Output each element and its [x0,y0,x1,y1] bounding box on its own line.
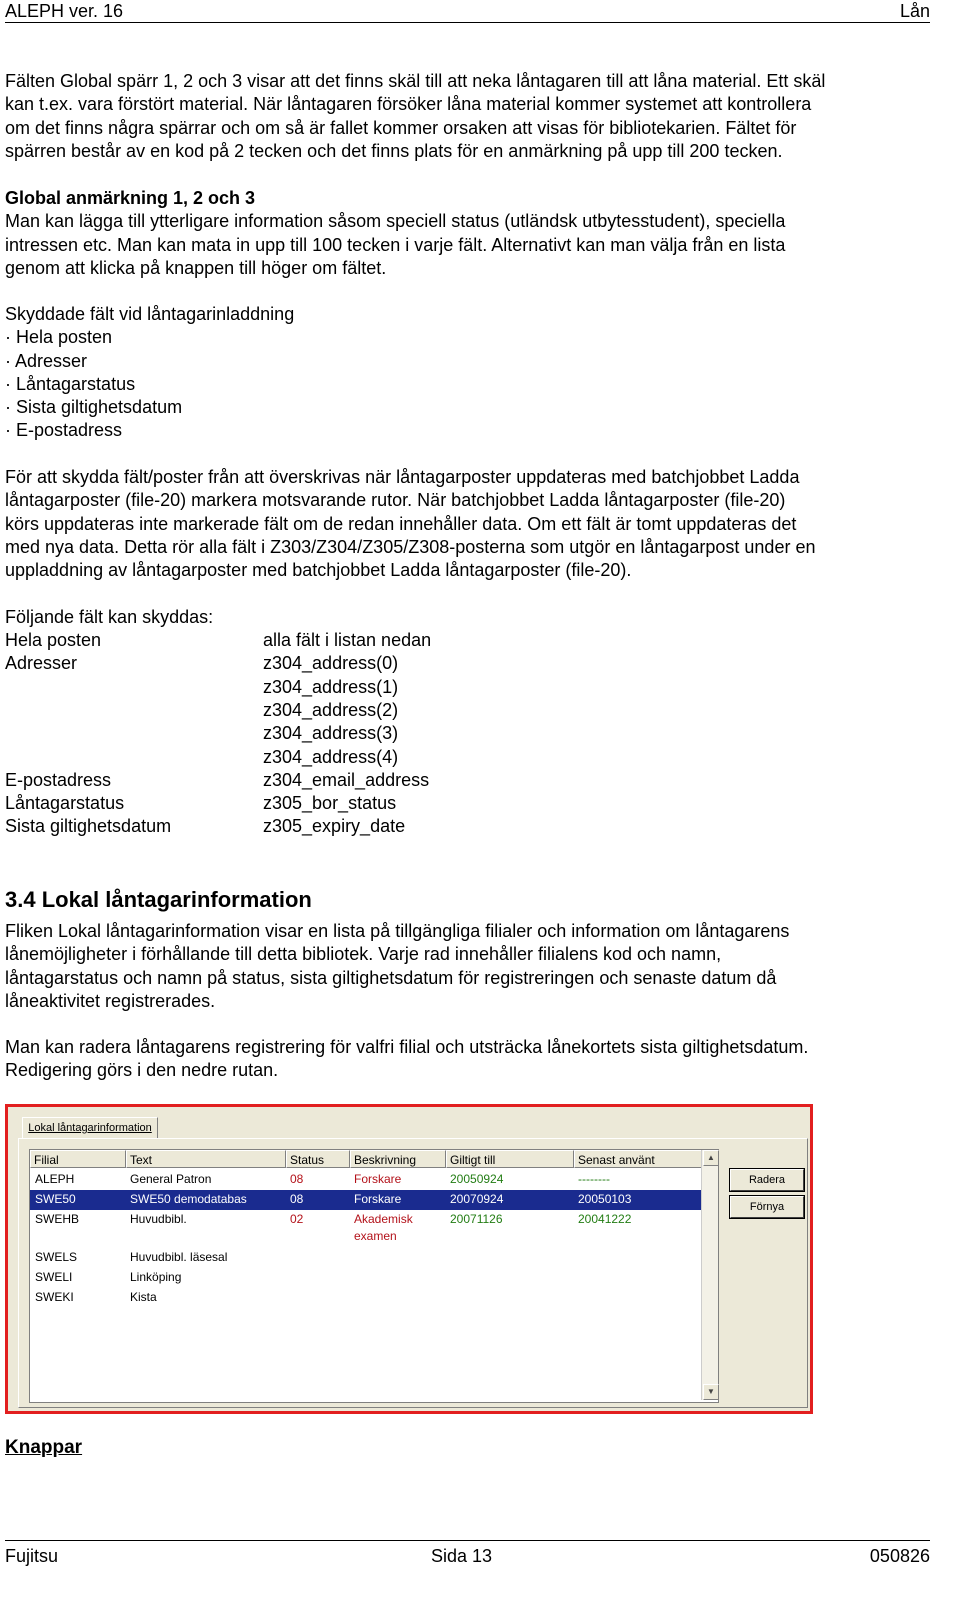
list-item: · E-postadress [5,420,123,441]
page-footer [5,1540,930,1571]
table-row [5,676,605,700]
cell-status: 08 [290,1172,304,1186]
cell-valid-until: 20050924 [450,1172,504,1186]
table-cell: alla fält i listan nedan [263,630,432,650]
table-row[interactable] [30,1248,702,1268]
text-line: Redigering görs i den nedre rutan. [5,1060,279,1081]
table-row [5,769,605,793]
column-header-text[interactable]: Text [126,1150,286,1168]
cell-description: Forskare [354,1192,402,1206]
table-cell: Adresser [5,653,78,674]
cell-filial: SWELI [35,1270,73,1284]
section-heading: 3.4 Lokal låntagarinformation [5,887,312,912]
screenshot-frame [5,1104,813,1414]
text-line: Man kan lägga till ytterligare information såsom speciell status (utländsk utbytesstudent), speciella [5,211,786,232]
text-line: spärren består av en kod på 2 tecken och det finns plats för en anmärkning på upp till 200 tecken. [5,140,783,161]
text-line: För att skydda fält/poster från att överskrivas när låntagarposter uppdateras med batchjobbet Ladda [5,467,800,487]
table-row [5,629,605,653]
cell-filial: SWEKI [35,1290,74,1304]
table-row-selected[interactable] [30,1190,702,1210]
text-line: körs uppdateras inte markerade fält om de redan innehåller data. Om ett fält är tomt uppdateras det [5,513,797,534]
cell-last-used: -------- [578,1172,610,1186]
list-item: · Sista giltighetsdatum [5,397,183,418]
table-cell: Låntagarstatus [5,793,125,814]
text-line: Fälten Global spärr 1, 2 och 3 visar att det finns skäl till att neka låntagaren till att låna material. Ett skäl [5,71,826,91]
list-item: · Hela posten [5,327,113,348]
table-cell: z305_bor_status [263,793,397,814]
column-header-filial[interactable]: Filial [30,1150,126,1168]
scroll-down-arrow-icon[interactable]: ▼ [703,1384,719,1400]
cell-filial: SWEHB [35,1212,80,1226]
cell-filial: SWE50 [35,1192,76,1206]
dialog-window [8,1107,810,1411]
cell-status: 02 [290,1212,304,1226]
cell-last-used: 20050103 [578,1192,632,1206]
cell-valid-until: 20071126 [450,1212,503,1226]
text-line: lånemöjligheter i förhållande till detta bibliotek. Varje rad innehåller filialens kod och namn, [5,944,722,965]
table-row[interactable] [30,1288,702,1308]
cell-text: General Patron [130,1172,212,1186]
header-left: ALEPH ver. 16 [5,1,124,21]
cell-text: Huvudbibl. läsesal [130,1250,228,1264]
text-line: låntagarposter (file-20) markera motsvarande rutor. När batchjobbet Ladda låntagarposter (file-20) [5,490,786,511]
text-line: intressen etc. Man kan mata in upp till 100 tecken i varje fält. Alternativt kan man välja från en lista [5,234,786,255]
column-header-valid-until[interactable]: Giltigt till [446,1150,574,1168]
table-row [5,815,605,839]
cell-text: Linköping [130,1270,182,1284]
text-line: Man kan radera låntagarens registrering för valfri filial och utsträcka lånekortets sista giltighetsdatum. [5,1037,809,1057]
table-row [5,746,605,770]
footer-left: Fujitsu [5,1546,59,1566]
text-line: låntagarstatus och namn på status, sista giltighetsdatum för registreringen och senaste datum då [5,967,777,988]
table-row[interactable] [30,1170,702,1190]
table-cell: z304_address(2) [263,699,399,720]
column-header-description[interactable]: Beskrivning [350,1150,446,1168]
table-row [5,699,605,723]
table-row[interactable] [30,1268,702,1288]
global-note-heading: Global anmärkning 1, 2 och 3 [5,188,256,208]
renew-button[interactable]: Förnya [730,1196,804,1218]
text-line: genom att klicka på knappen till höger om fältet. [5,257,387,278]
paragraph-global-note [5,187,930,280]
cell-description: Forskare [354,1172,402,1186]
table-cell: E-postadress [5,769,112,790]
table-cell: z304_address(1) [263,676,399,697]
table-row [5,722,605,746]
table-cell: z304_email_address [263,769,430,790]
table-cell: Sista giltighetsdatum [5,816,172,837]
text-line: låneaktivitet registrerades. [5,990,216,1011]
fields-intro: Följande fält kan skyddas: [5,607,214,627]
cell-filial: SWELS [35,1250,78,1264]
branch-grid [29,1149,719,1403]
table-row [5,792,605,816]
text-line: om det finns några spärrar och om så är fallet kommer orsaken att visas för bibliotekarien. Fältet för [5,117,797,138]
list-item: · Adresser [5,350,88,371]
cell-filial: ALEPH [35,1172,75,1186]
text-line: kan t.ex. vara förstört material. När låntagaren försöker låna material kommer systemet att kontrollera [5,94,812,115]
column-header-status[interactable]: Status [286,1150,350,1168]
cell-description: Akademisk [354,1212,413,1226]
tab-local-borrower-info[interactable]: Lokal låntagarinformation [22,1117,158,1138]
cell-last-used: 20041222 [578,1212,632,1226]
table-cell: Hela posten [5,630,102,650]
paragraph-protect [5,466,930,582]
grid-header [30,1150,702,1170]
page-header [5,0,930,23]
footer-page-number: Sida 13 [431,1546,493,1566]
cell-description-line2: examen [354,1229,397,1243]
table-cell: z304_address(0) [263,653,399,674]
column-header-last-used[interactable]: Senast använt [574,1150,702,1168]
table-cell: z304_address(4) [263,746,399,767]
text-line: Fliken Lokal låntagarinformation visar en lista på tillgängliga filialer och information om låntagarens [5,921,790,941]
protected-fields-list [5,303,930,443]
footer-right: 050826 [869,1546,930,1566]
paragraph-global-block [5,70,930,163]
delete-button[interactable]: Radera [730,1169,804,1191]
cell-text: Huvudbibl. [130,1212,187,1226]
table-cell: z304_address(3) [263,723,399,744]
list-item: Skyddade fält vid låntagarinladdning [5,304,295,324]
table-row[interactable] [30,1210,702,1248]
text-line: uppladdning av låntagarposter med batchjobbet Ladda låntagarposter (file-20). [5,560,632,581]
tab-panel [18,1138,808,1408]
list-item: · Låntagarstatus [5,373,136,394]
scroll-up-arrow-icon[interactable]: ▲ [703,1150,719,1166]
cell-text: SWE50 demodatabas [130,1192,247,1206]
header-right: Lån [899,1,930,21]
paragraph-local-info [5,920,930,1013]
cell-status: 08 [290,1192,304,1206]
text-line: med nya data. Detta rör alla fält i Z303/Z304/Z305/Z308-posterna som utgör en låntagarpost under en [5,536,816,557]
paragraph-edit [5,1036,930,1083]
cell-text: Kista [130,1290,157,1304]
buttons-heading: Knappar [5,1437,83,1458]
vertical-scrollbar[interactable] [701,1150,718,1400]
table-row [5,652,605,676]
table-cell: z305_expiry_date [263,816,406,837]
cell-valid-until: 20070924 [450,1192,504,1206]
